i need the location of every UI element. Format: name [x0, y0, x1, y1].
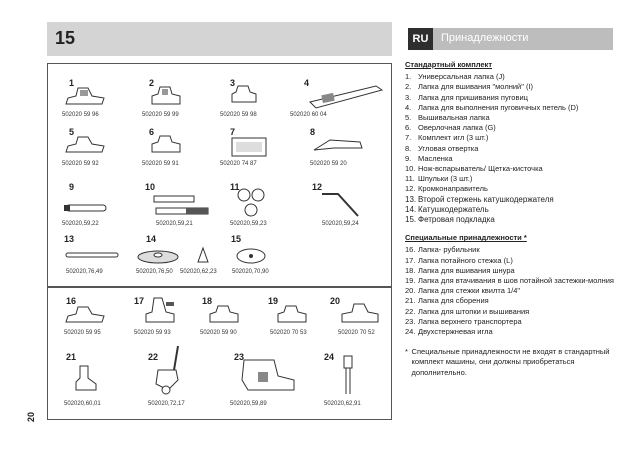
part-code: 502020 59 92 — [62, 161, 99, 167]
overlock-foot-icon — [146, 134, 186, 158]
list-item-number: 8. — [405, 143, 412, 153]
language-badge: RU — [408, 28, 433, 50]
part-code: 502020 70 53 — [270, 330, 307, 336]
item-number: 13 — [64, 234, 75, 244]
list-item — [405, 164, 623, 174]
footnote — [405, 347, 623, 378]
item-number: 19 — [268, 296, 279, 306]
list-item — [405, 123, 623, 133]
part-code: 502020 59 91 — [142, 161, 179, 167]
page-number: 20 — [26, 411, 36, 422]
item-number: 21 — [66, 352, 77, 362]
invisible-zipper-foot-icon — [272, 304, 312, 328]
accessory-list — [405, 60, 623, 378]
list-item — [405, 154, 623, 164]
item-number: 5 — [69, 127, 75, 137]
list-item-text: Лапка для вшивания шнура — [418, 265, 515, 275]
part-code: 502020,62,23 — [180, 269, 217, 275]
item-number: 2 — [149, 78, 155, 88]
list-item — [405, 93, 623, 103]
list-item — [405, 276, 623, 286]
special-accessories-panel — [47, 287, 392, 420]
part-code: 502020,62,91 — [324, 401, 361, 407]
walking-foot-icon — [238, 350, 302, 396]
list-item — [405, 184, 623, 194]
seam-ripper-icon — [150, 192, 214, 220]
list-item-text: Масленка — [418, 153, 453, 163]
list-item — [405, 82, 623, 92]
list-item-text: Универсальная лапка (J) — [418, 72, 505, 82]
item-number: 7 — [230, 127, 236, 137]
twin-needle-icon — [338, 354, 358, 398]
list-item-number: 24. — [405, 327, 416, 337]
list-item — [405, 133, 623, 143]
list-item-text: Угловая отвертка — [418, 143, 479, 153]
list-item — [405, 72, 623, 82]
zipper-foot-icon — [146, 84, 186, 110]
list-item-number: 3. — [405, 92, 412, 102]
needle-pack-icon — [228, 136, 270, 158]
gathering-foot-icon — [72, 362, 100, 394]
item-number: 16 — [66, 296, 77, 306]
list-item-text: Лапка- рубильник — [418, 245, 480, 255]
list-item-number: 14. — [405, 204, 417, 214]
list-item-number: 23. — [405, 316, 416, 326]
list-item-text: Шпульки (3 шт.) — [418, 174, 473, 184]
buttonhole-foot-icon — [306, 74, 386, 112]
list-item-number: 18. — [405, 265, 416, 275]
list-item-text: Нож-вспарыватель/ Щетка-кисточка — [418, 164, 543, 174]
list-item — [405, 256, 623, 266]
item-number: 22 — [148, 352, 159, 362]
title-bar — [408, 28, 613, 50]
item-number: 15 — [231, 234, 242, 244]
spool-cap-icon — [196, 246, 210, 266]
item-number: 14 — [146, 234, 157, 244]
list-item-number: 15. — [405, 215, 417, 225]
list-item-number: 1. — [405, 72, 412, 82]
list-item-text: Вышивальная лапка — [418, 113, 490, 123]
part-code: 502020,59,22 — [62, 221, 99, 227]
bobbins-icon — [234, 186, 270, 220]
hemmer-foot-icon — [62, 304, 108, 328]
part-code: 502020,59,23 — [230, 221, 267, 227]
part-code: 502020,76,50 — [136, 269, 173, 275]
list-item — [405, 245, 623, 255]
list-item-number: 22. — [405, 306, 416, 316]
list-item-text: Лапка потайного стежка (L) — [418, 255, 513, 265]
list-item-text: Кромконаправитель — [418, 184, 488, 194]
item-number: 24 — [324, 352, 335, 362]
footnote-mark: * — [405, 347, 408, 357]
blind-stitch-foot-icon — [140, 292, 180, 328]
list-item-number: 2. — [405, 82, 412, 92]
footnote-text: Специальные принадлежности не входят в стандартный комплект машины, они должны приобретаться дополнительно. — [411, 347, 610, 377]
list-item — [405, 266, 623, 276]
list-item-number: 17. — [405, 255, 416, 265]
list-item-number: 6. — [405, 123, 412, 133]
list-item-text: Лапка для сборения — [418, 296, 489, 306]
item-number: 1 — [69, 78, 75, 88]
list-item-text: Лапка для вшивания "молний" (I) — [418, 82, 534, 92]
item-number: 17 — [134, 296, 145, 306]
embroidery-foot-icon — [62, 134, 108, 158]
part-code: 502020 70 52 — [338, 330, 375, 336]
section-number: 15 — [55, 28, 76, 48]
section-header — [47, 22, 392, 56]
felt-pad-icon — [234, 246, 268, 266]
list-item-text: Двухстержневая игла — [418, 327, 493, 337]
list-item — [405, 144, 623, 154]
special-accessories-heading: Специальные принадлежности * — [405, 233, 527, 243]
part-code: 502020,59,21 — [156, 221, 193, 227]
list-item-text: Лапка верхнего транспортера — [418, 316, 522, 326]
button-foot-icon — [226, 84, 262, 110]
part-code: 502020 60 04 — [290, 112, 327, 118]
list-item-text: Лапка для втачивания в шов потайной застежки-молния — [418, 276, 614, 286]
cording-foot-icon — [204, 304, 244, 328]
list-item — [405, 215, 623, 225]
screwdriver-icon — [310, 134, 366, 158]
part-code: 502020,60,01 — [64, 401, 101, 407]
list-item-number: 13. — [405, 194, 417, 204]
list-item-number: 4. — [405, 102, 412, 112]
standard-kit-list — [405, 72, 623, 225]
quilting-foot-icon — [338, 300, 382, 328]
list-item — [405, 327, 623, 337]
standard-kit-heading: Стандартный комплект — [405, 60, 492, 69]
part-code: 502020 74 87 — [220, 161, 257, 167]
list-item-text: Лапка для штопки и вышивания — [418, 306, 530, 316]
darning-foot-icon — [148, 344, 188, 396]
list-item — [405, 296, 623, 306]
item-number: 3 — [230, 78, 236, 88]
list-item-number: 5. — [405, 113, 412, 123]
part-code: 502020,59,89 — [230, 401, 267, 407]
list-item — [405, 174, 623, 184]
item-number: 9 — [69, 182, 75, 192]
part-code: 502020 59 96 — [62, 112, 99, 118]
special-accessories-list — [405, 245, 623, 337]
item-number: 6 — [149, 127, 155, 137]
item-number: 20 — [330, 296, 341, 306]
item-number: 11 — [230, 182, 240, 192]
list-item-number: 19. — [405, 276, 416, 286]
item-number: 10 — [145, 182, 156, 192]
part-code: 502020,76,49 — [66, 269, 103, 275]
item-number: 4 — [304, 78, 310, 88]
part-code: 502020 59 93 — [134, 330, 171, 336]
part-code: 502020 59 99 — [142, 112, 179, 118]
item-number: 18 — [202, 296, 213, 306]
list-item-text: Комплект игл (3 шт.) — [418, 133, 489, 143]
list-item-number: 9. — [405, 153, 412, 163]
part-code: 502020,70,90 — [232, 269, 269, 275]
list-item-text: Лапка для пришивания пуговиц — [418, 92, 528, 102]
part-code: 502020 59 98 — [220, 112, 257, 118]
list-item — [405, 113, 623, 123]
list-item-number: 7. — [405, 133, 412, 143]
item-number: 23 — [234, 352, 245, 362]
list-item-text: Фетровая подкладка — [418, 215, 495, 225]
standard-accessories-panel — [47, 63, 392, 287]
list-item-number: 21. — [405, 296, 416, 306]
spool-pin-icon — [64, 250, 122, 260]
list-item-text: Оверлочная лапка (G) — [418, 123, 496, 133]
oiler-icon — [62, 202, 112, 214]
list-item-text: Лапка для выполнения пуговичных петель (D) — [418, 102, 579, 112]
part-code: 502020,72,17 — [148, 401, 185, 407]
list-item-number: 12. — [405, 184, 416, 194]
edge-guide-icon — [318, 190, 362, 220]
list-item-number: 16. — [405, 245, 416, 255]
list-item-text: Лапка для стежки квилта 1/4" — [418, 286, 521, 296]
item-number: 8 — [310, 127, 316, 137]
list-item — [405, 286, 623, 296]
spool-holder-icon — [134, 244, 182, 266]
part-code: 502020 59 90 — [200, 330, 237, 336]
part-code: 502020 59 20 — [310, 161, 347, 167]
presser-foot-icon — [62, 84, 108, 110]
list-item — [405, 103, 623, 113]
list-item — [405, 307, 623, 317]
list-item-number: 10. — [405, 164, 416, 174]
part-code: 502020,59,24 — [322, 221, 359, 227]
list-item — [405, 195, 623, 205]
list-item-number: 11. — [405, 174, 415, 184]
part-code: 502020 59 95 — [64, 330, 101, 336]
item-number: 12 — [312, 182, 323, 192]
list-item-text: Второй стержень катушкодержателя — [418, 194, 554, 204]
list-item-number: 20. — [405, 286, 416, 296]
list-item-text: Катушкодержатель — [418, 204, 489, 214]
list-item — [405, 317, 623, 327]
list-item — [405, 205, 623, 215]
page-title: Принадлежности — [441, 32, 529, 44]
